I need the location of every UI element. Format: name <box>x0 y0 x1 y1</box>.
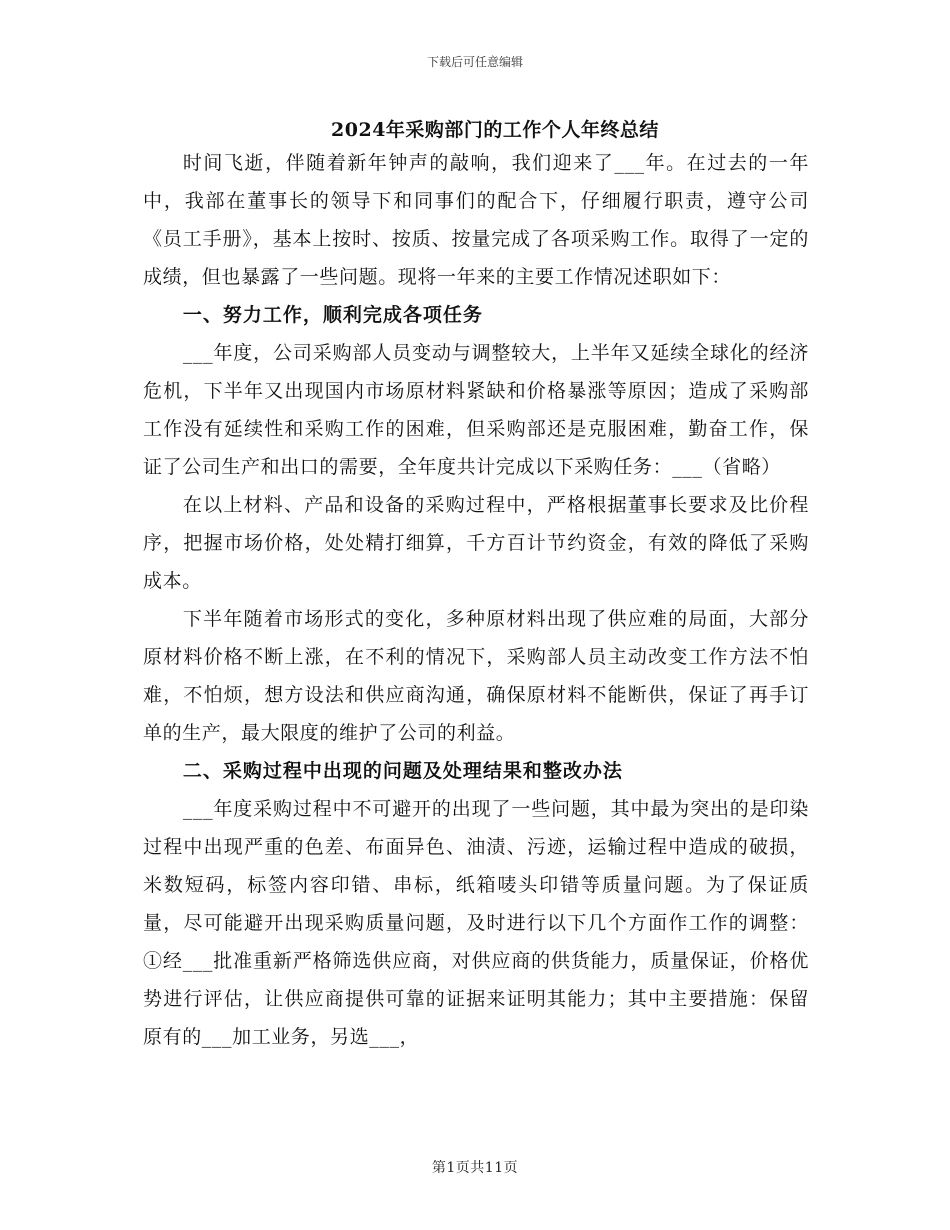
section-heading: 一、努力工作，顺利完成各项任务 <box>182 304 483 326</box>
paragraph: ___年度采购过程中不可避开的出现了一些问题，其中最为突出的是印染过程中出现严重的色差、布面异色、油渍、污迹，运输过程中造成的破损，米数短码，标签内容印错、串标，纸箱唛头印错等质量问题。为了保证质量，尽可能避开出现采购质量问题，及时进行以下几个方面作工作的调整：①经___批准重新严格筛选供应商，对供应商的供货能力，质量保证，价格优势进行评估，让供应商提供可靠的证据来证明其能力；其中主要措施：保留原有的___加工业务，另选___， <box>143 798 809 1048</box>
section-heading: 二、采购过程中出现的问题及处理结果和整改办法 <box>182 760 623 782</box>
paragraph: 下半年随着市场形式的变化，多种原材料出现了供应难的局面，大部分原材料价格不断上涨，在不利的情况下，采购部人员主动改变工作方法不怕难，不怕烦，想方设法和供应商沟通，确保原材料不能断供，保证了再手订单的生产，最大限度的维护了公司的利益。 <box>143 608 809 744</box>
paragraph: 在以上材料、产品和设备的采购过程中，严格根据董事长要求及比价程序，把握市场价格，处处精打细算，千方百计节约资金，有效的降低了采购成本。 <box>143 494 809 592</box>
paragraph: 时间飞逝，伴随着新年钟声的敲响，我们迎来了___年。在过去的一年中，我部在董事长的领导下和同事们的配合下，仔细履行职责，遵守公司《员工手册》，基本上按时、按质、按量完成了各项采购工作。取得了一定的成绩，但也暴露了一些问题。现将一年来的主要工作情况述职如下： <box>143 152 809 288</box>
header-note: 下载后可任意编辑 <box>426 55 523 69</box>
document-title: 2024年采购部门的工作个人年终总结 <box>331 119 659 141</box>
document-body <box>143 144 809 1056</box>
page-number: 第1页共11页 <box>431 1160 519 1176</box>
paragraph: ___年度，公司采购部人员变动与调整较大，上半年又延续全球化的经济危机，下半年又出现国内市场原材料紧缺和价格暴涨等原因；造成了采购部工作没有延续性和采购工作的困难，但采购部还是克服困难，勤奋工作，保证了公司生产和出口的需要，全年度共计完成以下采购任务：___（省略） <box>143 342 809 478</box>
